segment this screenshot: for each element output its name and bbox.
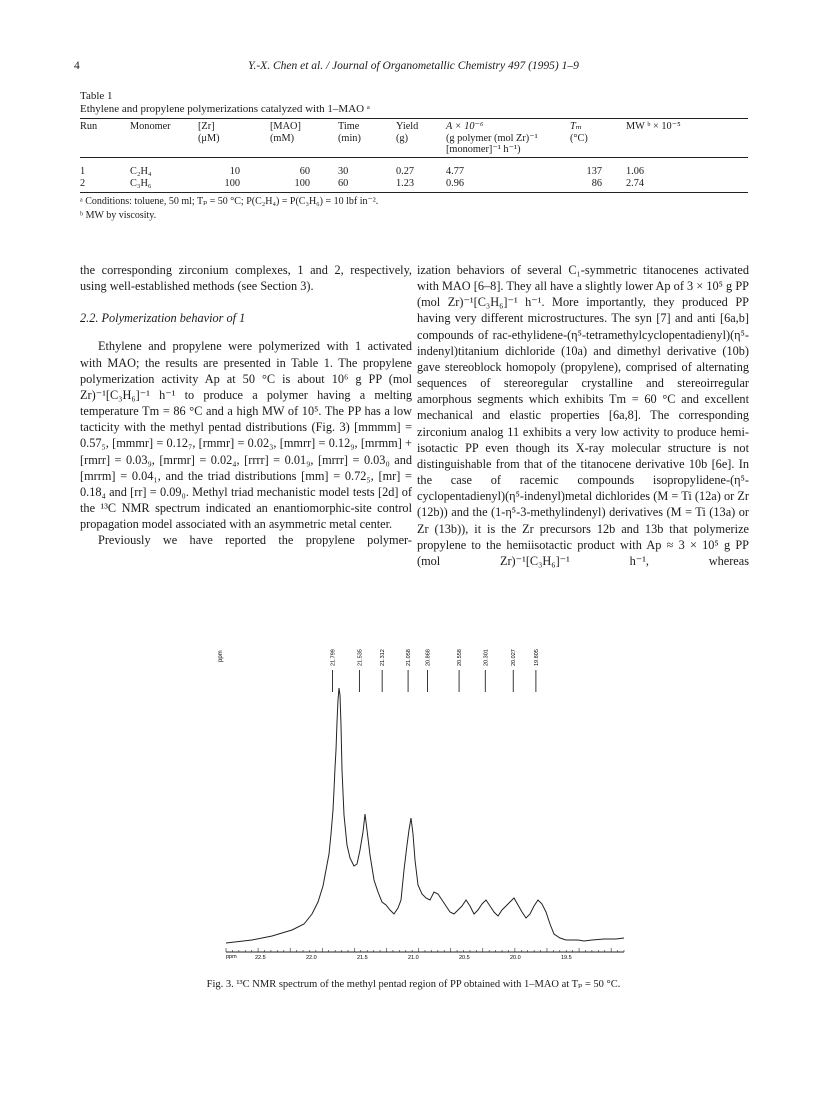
peak-label: 21.799: [330, 649, 337, 666]
section-heading: 2.2. Polymerization behavior of 1: [80, 311, 246, 326]
header-run: Run: [80, 121, 98, 132]
peak-markers: [331, 649, 540, 692]
left-column: [80, 262, 412, 549]
header-zr: [Zr] (μM): [198, 121, 220, 144]
top-scale-label: ppm: [218, 650, 224, 662]
header-tm: Tₘ (°C): [570, 121, 588, 144]
table-row: 2 C₃H₆ 100 100 60 1.23 0.96 86 2.74: [80, 177, 645, 189]
axis-tick-label: 21.5: [357, 955, 368, 960]
peak-label: 20.558: [457, 649, 464, 666]
nmr-spectrum-figure: [212, 630, 630, 960]
axis-tick-label: 19.5: [561, 955, 572, 960]
axis-tick-label: 22.5: [255, 955, 266, 960]
table-footnote-b: ᵇ MW by viscosity.: [80, 210, 157, 221]
spectrum-trace: [226, 688, 624, 943]
header-mao: [MAO] (mM): [270, 121, 301, 144]
table-number: Table 1: [80, 90, 113, 102]
header-mw: MW ᵇ × 10⁻⁵: [626, 121, 681, 132]
peak-label: 21.312: [380, 649, 387, 666]
figure-caption: Fig. 3. ¹³C NMR spectrum of the methyl pentad region of PP obtained with 1–MAO at Tₚ = 50 °C.: [206, 979, 621, 990]
table-bottom-rule: [80, 192, 748, 193]
paragraph: Ethylene and propylene were polymerized with 1 activated with MAO; the results are presented in Table 1. The propylene polymerization activity Ap at 50 °C is about 10⁶ g PP (mol Zr)⁻¹[C₃H₆]⁻¹ h⁻¹ to produce a polymer having a melting temperature Tm = 86 °C and a high MW of 10⁵. The PP has a low tacticity with the methyl pentad distributions (Fig. 3) [mmmm] = 0.57₅, [mmmr] = 0.12₇, [rmmr] = 0.02₃, [mmrr] = 0.12₉, [mrmm] + [rmrr] = 0.03₉, [mrmr] = 0.02₄, [rrrr] = 0.01₉, [mrrr] = 0.03₀ and [mrrm] = 0.04₁, and the triad distributions [mm] = 0.72₅, [mr] = 0.18₄ and [rr] = 0.09₀. Methyl triad mechanistic model tests [2d] of the ¹³C NMR spectrum indicated an enantiomorphic-site control propagation model associated with an asymmetric metal center.: [80, 339, 412, 532]
table-caption: Ethylene and propylene polymerizations catalyzed with 1–MAO ᵃ: [80, 103, 370, 115]
peak-label: 21.058: [406, 649, 413, 666]
paragraph: Previously we have reported the propylene polymer-: [98, 533, 412, 548]
table-row: 1 C₂H₄ 10 60 30 0.27 4.77 137 1.06: [80, 166, 645, 177]
header-yield: Yield (g): [396, 121, 419, 144]
axis-tick-label: 22.0: [306, 955, 317, 960]
data-table-body: [80, 166, 748, 189]
peak-label: 20.868: [425, 649, 432, 666]
peak-label: 19.805: [533, 649, 540, 666]
axis-tick-label: 20.5: [459, 955, 470, 960]
paragraph: ization behaviors of several C₁-symmetric titanocenes activated with MAO [6–8]. They all have a slightly lower Ap of 3 × 10⁵ g PP (mol Zr)⁻¹[C₃H₆]⁻¹ h⁻¹. More importantly, they produced PP having very different microstructures. The syn [7] and anti [6a,b] compounds of rac-ethylidene-(η⁵-tetramethylcyclopentadienyl)(η⁵-indenyl)titanium dichloride (10a) and dimethyl derivative (10b) gave stereoblock homopoly (propylene), comprised of alternating sequences of stereoregular crystalline and stereoirregular amorphous segments which exhibits Tm = 60 °C and excellent mechanical and elastic properties [6a,8]. The corresponding zirconium analog 11 exhibits a very low activity to produce hemi-isotactic PP even though its X-ray molecular structure is not distinguishable from that of the titanocene derivative 10b [6e]. In the case of racemic compounds isopropylidene-(η⁵-cyclopentadienyl)(η⁵-indenyl)metal dichlorides (M = Ti (12a) or Zr (12b)) and the (1-η⁵-3-methylindenyl) derivatives (M = Ti (13a) or Zr (13b)), it is the Zr precursors 12b and 13b that polymerize propylene to the hemiisotactic product with Ap ≈ 3 × 10⁵ g PP (mol Zr)⁻¹[C₃H₆]⁻¹ h⁻¹, whereas: [417, 263, 749, 568]
table-footnote-a: ᵃ Conditions: toluene, 50 ml; Tₚ = 50 °C; P(C₂H₄) = P(C₃H₆) = 10 lbf in⁻².: [80, 196, 379, 207]
axis-tick-label: 21.0: [408, 955, 419, 960]
axis-tick-label: 20.0: [510, 955, 521, 960]
header-monomer: Monomer: [130, 121, 171, 132]
table-header-rule: [80, 157, 748, 158]
peak-label: 20.301: [483, 649, 490, 666]
bottom-scale-label: ppm: [226, 954, 237, 960]
page-number: 4: [74, 60, 80, 72]
header-time: Time (min): [338, 121, 361, 144]
peak-label: 21.535: [357, 649, 364, 666]
header-activity: A × 10⁻⁶ (g polymer (mol Zr)⁻¹ [monomer]⁻¹ h⁻¹): [446, 121, 538, 155]
right-column: [417, 262, 749, 569]
paragraph: the corresponding zirconium complexes, 1 and 2, respectively, using well-established methods (see Section 3).: [80, 263, 412, 294]
table-header-row: [80, 121, 748, 156]
running-header: Y.-X. Chen et al. / Journal of Organometallic Chemistry 497 (1995) 1–9: [248, 60, 579, 72]
table-top-rule: [80, 118, 748, 119]
peak-label: 20.027: [511, 649, 518, 666]
axis-ticks: [226, 948, 624, 960]
data-table: [80, 121, 748, 156]
